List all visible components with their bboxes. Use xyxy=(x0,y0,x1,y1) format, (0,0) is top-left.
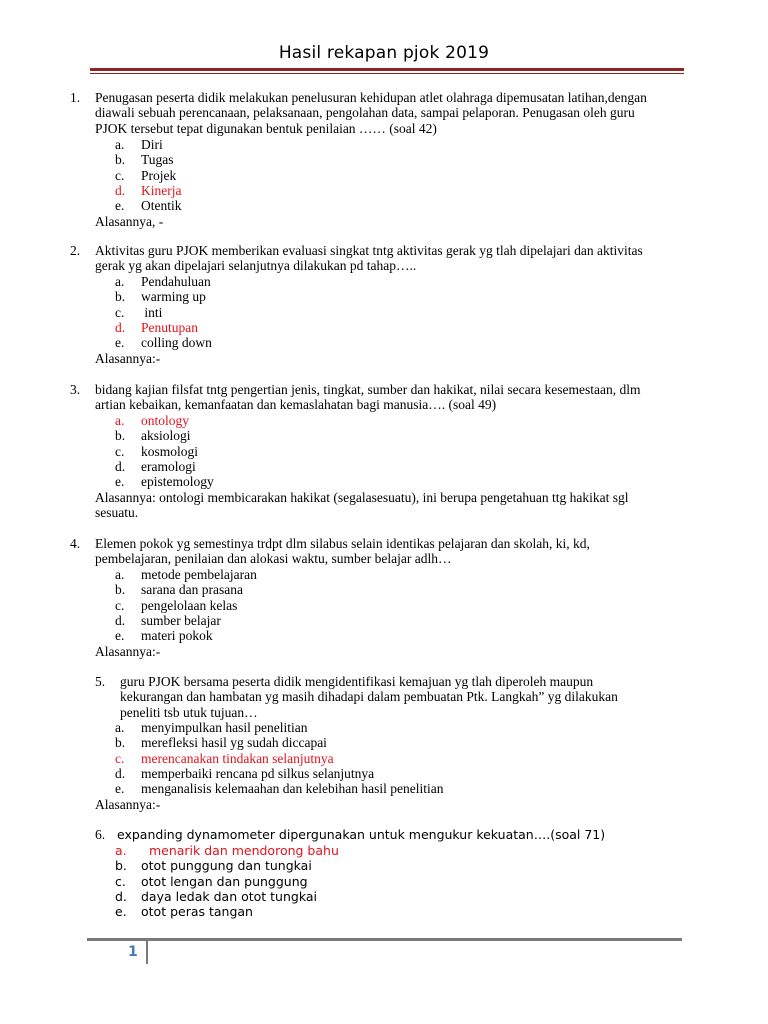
option-text: Otentik xyxy=(141,198,182,214)
question-number: 6. xyxy=(95,827,106,842)
question-text-line: Aktivitas guru PJOK memberikan evaluasi singkat tntg aktivitas gerak yg tlah dipelajari dan aktivitas xyxy=(95,243,643,258)
question-text-line: diawali sebuah perencanaan, pelaksanaan, pengolahan data, sampai pelaporan. Penugasan oleh guru xyxy=(95,105,635,121)
question-text-line: gerak yg akan dipelajari selanjutnya dilakukan pd tahap….. xyxy=(95,258,417,274)
option-text: kosmologi xyxy=(141,443,199,459)
option-letter: a. xyxy=(115,274,125,289)
option-text: menarik dan mendorong bahu xyxy=(141,843,339,858)
option-text: colling down xyxy=(141,335,212,351)
option-letter: a. xyxy=(115,413,125,428)
header-rule-thick xyxy=(90,68,684,71)
option-text: Pendahuluan xyxy=(141,274,211,289)
option-letter: a. xyxy=(115,720,125,735)
question-number: 2. xyxy=(70,243,81,258)
footer-rule xyxy=(87,938,682,941)
option-letter: e. xyxy=(115,474,125,490)
option-text: ontology xyxy=(141,413,190,428)
option-text: epistemology xyxy=(141,474,214,490)
option-letter: a. xyxy=(115,843,127,858)
option-text: sumber belajar xyxy=(141,612,221,628)
page-title: Hasil rekapan pjok 2019 xyxy=(278,43,490,63)
option-letter: d. xyxy=(115,765,126,781)
option-text: Penutupan xyxy=(141,319,198,335)
option-letter: d. xyxy=(115,612,126,628)
page-number: 1 xyxy=(128,944,138,960)
option-text: Projek xyxy=(141,167,177,183)
option-text: aksiologi xyxy=(141,428,191,444)
question-text-line: Elemen pokok yg semestinya trdpt dlm silabus selain identikas pelajaran dan skolah, ki, kd, xyxy=(95,536,590,551)
option-text: otot punggung dan tungkai xyxy=(141,858,312,874)
option-text: inti xyxy=(141,304,163,320)
option-letter: c. xyxy=(115,167,125,183)
option-text: merencanakan tindakan selanjutnya xyxy=(141,750,334,766)
option-text: warming up xyxy=(141,289,206,305)
question-text-line: PJOK tersebut tepat digunakan bentuk penilaian …… (soal 42) xyxy=(95,120,437,136)
option-letter: c. xyxy=(115,873,126,889)
option-letter: b. xyxy=(115,858,127,874)
option-letter: e. xyxy=(115,335,125,351)
footer-divider xyxy=(146,940,148,964)
question-text-line: peneliti tsb utuk tujuan… xyxy=(120,704,258,720)
question-text-line: Penugasan peserta didik melakukan penelusuran kehidupan atlet olahraga dipemusatan latihan,dengan xyxy=(95,90,647,105)
option-text: daya ledak dan otot tungkai xyxy=(141,888,317,904)
option-letter: c. xyxy=(115,597,125,613)
option-letter: e. xyxy=(115,781,125,797)
question-number: 4. xyxy=(70,536,81,551)
question-number: 1. xyxy=(70,90,81,105)
option-letter: b. xyxy=(115,289,126,305)
option-letter: d. xyxy=(115,182,126,198)
header-rule-thin xyxy=(90,73,684,74)
option-letter: c. xyxy=(115,443,125,459)
option-text: Diri xyxy=(141,137,163,152)
option-letter: e. xyxy=(115,904,127,920)
option-letter: b. xyxy=(115,735,126,751)
reason-text: Alasannya: ontologi membicarakan hakikat (segalasesuatu), ini berupa pengetahuan ttg hakikat sgl xyxy=(95,489,629,505)
option-letter: d. xyxy=(115,458,126,474)
option-text: merefleksi hasil yg sudah diccapai xyxy=(141,735,327,751)
option-letter: b. xyxy=(115,582,126,598)
reason-text: Alasannya, - xyxy=(95,213,164,229)
option-text: Kinerja xyxy=(141,182,182,198)
question-text-line: guru PJOK bersama peserta didik mengidentifikasi kemajuan yg tlah diperoleh maupun xyxy=(120,674,594,689)
question-text-line: bidang kajian filsfat tntg pengertian jenis, tingkat, sumber dan hakikat, nilai secara kesemestaan, dlm xyxy=(95,382,641,397)
question-number: 3. xyxy=(70,382,81,397)
option-text: sarana dan prasana xyxy=(141,582,243,598)
option-text: menganalisis kelemaahan dan kelebihan hasil penelitian xyxy=(141,781,444,797)
option-letter: d. xyxy=(115,319,126,335)
option-text: materi pokok xyxy=(141,628,213,644)
question-text-line: pembelajaran, penilaian dan alokasi waktu, sumber belajar adlh… xyxy=(95,551,452,567)
option-letter: c. xyxy=(115,304,125,320)
option-letter: a. xyxy=(115,137,125,152)
option-letter: b. xyxy=(115,152,126,168)
reason-text: sesuatu. xyxy=(95,504,139,520)
reason-text: Alasannya:- xyxy=(95,796,161,812)
option-text: pengelolaan kelas xyxy=(141,597,238,613)
reason-text: Alasannya:- xyxy=(95,643,161,659)
option-letter: e. xyxy=(115,628,125,644)
question-text-line: expanding dynamometer dipergunakan untuk mengukur kekuatan….(soal 71) xyxy=(117,827,606,842)
question-text-line: kekurangan dan hambatan yg masih dihadapi dalam pembuatan Ptk. Langkah” yg dilakukan xyxy=(120,689,618,705)
option-text: menyimpulkan hasil penelitian xyxy=(141,720,308,735)
option-letter: e. xyxy=(115,198,125,214)
option-text: metode pembelajaran xyxy=(141,567,257,582)
option-text: otot peras tangan xyxy=(141,904,253,920)
option-text: eramologi xyxy=(141,458,196,474)
option-letter: b. xyxy=(115,428,126,444)
option-text: otot lengan dan punggung xyxy=(141,873,308,889)
option-letter: a. xyxy=(115,567,125,582)
option-letter: c. xyxy=(115,750,125,766)
option-text: memperbaiki rencana pd silkus selanjutnya xyxy=(141,765,375,781)
option-letter: d. xyxy=(115,888,127,904)
option-text: Tugas xyxy=(141,152,174,168)
question-number: 5. xyxy=(95,674,106,689)
question-text-line: artian kebaikan, kemanfaatan dan kemaslahatan bagi manusia…. (soal 49) xyxy=(95,397,497,413)
reason-text: Alasannya:- xyxy=(95,350,161,366)
